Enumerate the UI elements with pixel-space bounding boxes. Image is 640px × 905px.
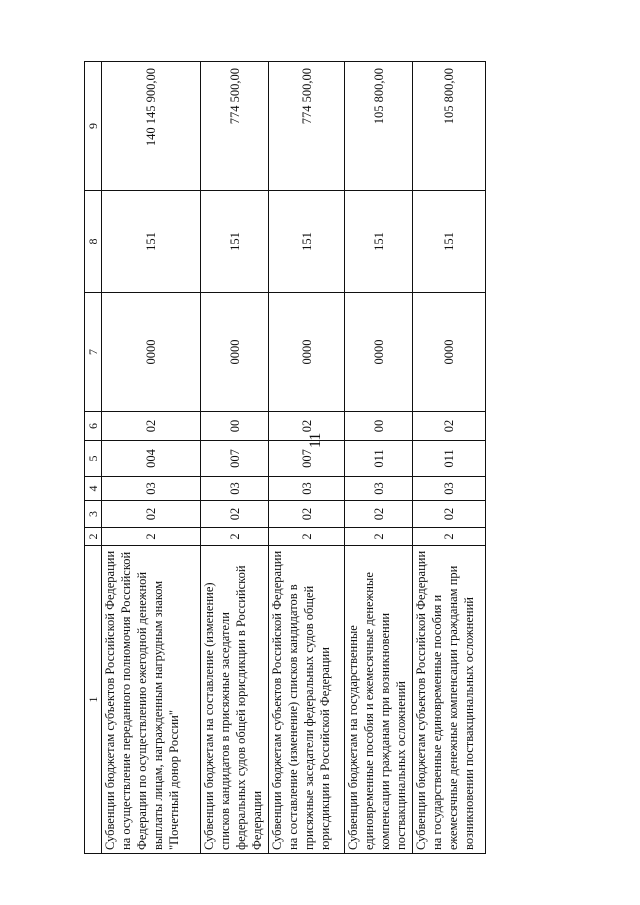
code-cell: 151 (413, 191, 486, 293)
code-cell: 0000 (269, 293, 345, 412)
header-col-4: 4 (85, 477, 102, 501)
code-cell: 007 (201, 441, 269, 477)
amount-cell: 140 145 900,00 (102, 62, 201, 191)
header-col-1: 1 (85, 546, 102, 854)
budget-subventions-table (84, 61, 486, 854)
code-cell: 0000 (345, 293, 413, 412)
page-number: 11 (307, 432, 324, 448)
code-cell: 2 (345, 528, 413, 546)
code-cell: 0000 (201, 293, 269, 412)
code-cell: 03 (345, 477, 413, 501)
code-cell: 03 (102, 477, 201, 501)
header-col-2: 2 (85, 528, 102, 546)
header-row (85, 62, 102, 854)
code-cell: 007 (269, 441, 345, 477)
amount-cell: 105 800,00 (413, 62, 486, 191)
amount-cell: 105 800,00 (345, 62, 413, 191)
amount-cell: 774 500,00 (201, 62, 269, 191)
code-cell: 03 (413, 477, 486, 501)
code-cell: 02 (201, 501, 269, 528)
code-cell: 011 (345, 441, 413, 477)
header-col-8: 8 (85, 191, 102, 293)
header-col-7: 7 (85, 293, 102, 412)
code-cell: 02 (413, 501, 486, 528)
code-cell: 02 (269, 412, 345, 441)
code-cell: 151 (345, 191, 413, 293)
table-row (201, 62, 269, 854)
code-cell: 2 (102, 528, 201, 546)
code-cell: 00 (345, 412, 413, 441)
code-cell: 011 (413, 441, 486, 477)
table-row (413, 62, 486, 854)
row-name: Субвенции бюджетам на составление (изменение) списков кандидатов в присяжные заседатели федеральных судов общей юрисдикции в Российской Федерации (201, 546, 269, 854)
code-cell: 151 (269, 191, 345, 293)
code-cell: 03 (269, 477, 345, 501)
code-cell: 00 (201, 412, 269, 441)
code-cell: 004 (102, 441, 201, 477)
code-cell: 03 (201, 477, 269, 501)
code-cell: 02 (102, 501, 201, 528)
rotated-table-container (84, 62, 476, 854)
code-cell: 2 (413, 528, 486, 546)
code-cell: 151 (102, 191, 201, 293)
row-name: Субвенции бюджетам субъектов Российской Федерации на составление (изменение) списков кандидатов в присяжные заседатели федеральных судов общей юрисдикции в Российской Федерации (269, 546, 345, 854)
code-cell: 2 (269, 528, 345, 546)
table-row (269, 62, 345, 854)
row-name: Субвенции бюджетам субъектов Российской Федерации на государственные единовременные пособия и ежемесячные денежные компенсации гражданам при возникновении поствакцинальных осложнений (413, 546, 486, 854)
amount-cell: 774 500,00 (269, 62, 345, 191)
code-cell: 02 (345, 501, 413, 528)
row-name: Субвенции бюджетам на государственные единовременные пособия и ежемесячные денежные компенсации гражданам при возникновении поствакцинальных осложнений (345, 546, 413, 854)
code-cell: 0000 (102, 293, 201, 412)
row-name: Субвенции бюджетам субъектов Российской Федерации на осуществление переданного полномочия Российской Федерации по осуществлению ежегодной денежной выплаты лицам, награжденным нагрудным знаком "Почетный донор России" (102, 546, 201, 854)
code-cell: 02 (102, 412, 201, 441)
table-row (345, 62, 413, 854)
header-col-6: 6 (85, 412, 102, 441)
code-cell: 02 (269, 501, 345, 528)
header-col-3: 3 (85, 501, 102, 528)
code-cell: 151 (201, 191, 269, 293)
header-col-5: 5 (85, 441, 102, 477)
code-cell: 02 (413, 412, 486, 441)
table-row (102, 62, 201, 854)
header-col-9: 9 (85, 62, 102, 191)
code-cell: 0000 (413, 293, 486, 412)
code-cell: 2 (201, 528, 269, 546)
